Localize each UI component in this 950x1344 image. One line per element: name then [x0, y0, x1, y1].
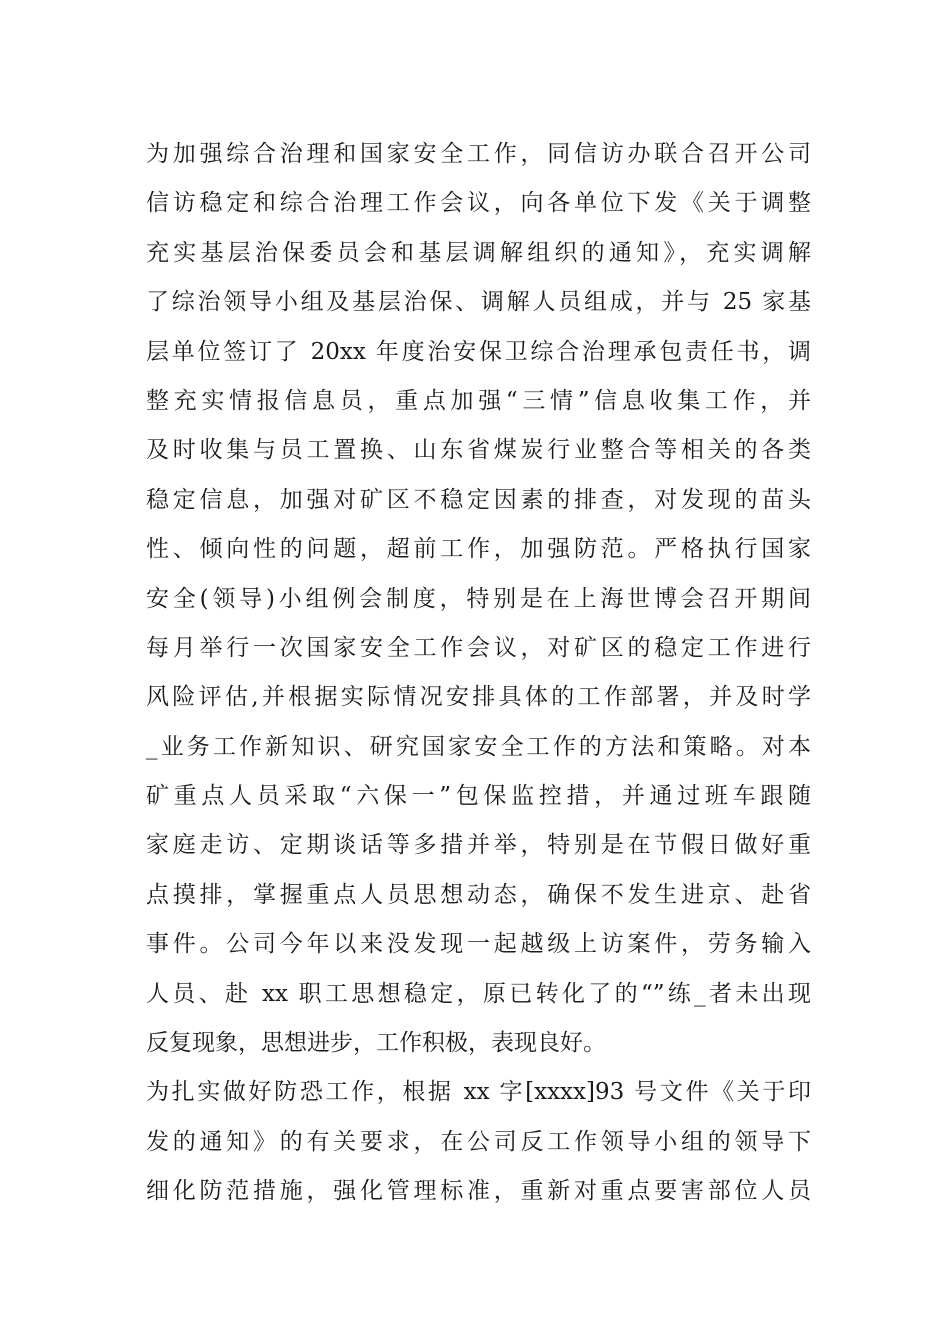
- text-line: 了综治领导小组及基层治保、调解人员组成，并与 25 家基: [146, 289, 811, 316]
- text-line: 稳定信息，加强对矿区不稳定因素的排查，对发现的苗头: [146, 486, 811, 513]
- text-line: 为加强综合治理和国家安全工作，同信访办联合召开公司: [146, 141, 811, 167]
- text-line: 风险评估,并根据实际情况安排具体的工作部署，并及时学: [146, 684, 811, 711]
- text-line: 整充实情报信息员，重点加强“三情”信息收集工作，并: [146, 387, 811, 414]
- text-line: 发的通知》的有关要求，在公司反工作领导小组的领导下: [146, 1128, 811, 1155]
- document-body: [146, 130, 811, 1217]
- text-line: 点摸排，掌握重点人员思想动态，确保不发生进京、赴省: [146, 881, 811, 908]
- text-line: 层单位签订了 20xx 年度治安保卫综合治理承包责任书，调: [146, 338, 811, 365]
- text-line: _业务工作新知识、研究国家安全工作的方法和策略。对本: [146, 733, 811, 760]
- text-line: 事件。公司今年以来没发现一起越级上访案件，劳务输入: [146, 931, 811, 958]
- text-line: 及时收集与员工置换、山东省煤炭行业整合等相关的各类: [146, 437, 811, 464]
- text-line: 人员、赴 xx 职工思想稳定，原已转化了的“”练_者未出现: [146, 980, 811, 1007]
- text-line: 家庭走访、定期谈话等多措并举，特别是在节假日做好重: [146, 832, 811, 859]
- text-line: 细化防范措施，强化管理标准，重新对重点要害部位人员: [146, 1178, 811, 1205]
- text-line: 反复现象，思想进步，工作积极，表现良好。: [146, 1030, 606, 1057]
- text-line: 矿重点人员采取“六保一”包保监控措，并通过班车跟随: [146, 783, 811, 810]
- text-line: 每月举行一次国家安全工作会议，对矿区的稳定工作进行: [146, 634, 811, 661]
- text-line: 性、倾向性的问题，超前工作，加强防范。严格执行国家: [146, 536, 811, 563]
- text-line: 安全(领导)小组例会制度，特别是在上海世博会召开期间: [146, 585, 811, 612]
- text-line: 充实基层治保委员会和基层调解组织的通知》，充实调解: [146, 239, 811, 266]
- paragraph-1: [146, 130, 811, 1068]
- paragraph-2: [146, 1068, 811, 1216]
- text-line: 为扎实做好防恐工作，根据 xx 字[xxxx]93 号文件《关于印: [146, 1079, 811, 1106]
- text-line: 信访稳定和综合治理工作会议，向各单位下发《关于调整: [146, 190, 811, 217]
